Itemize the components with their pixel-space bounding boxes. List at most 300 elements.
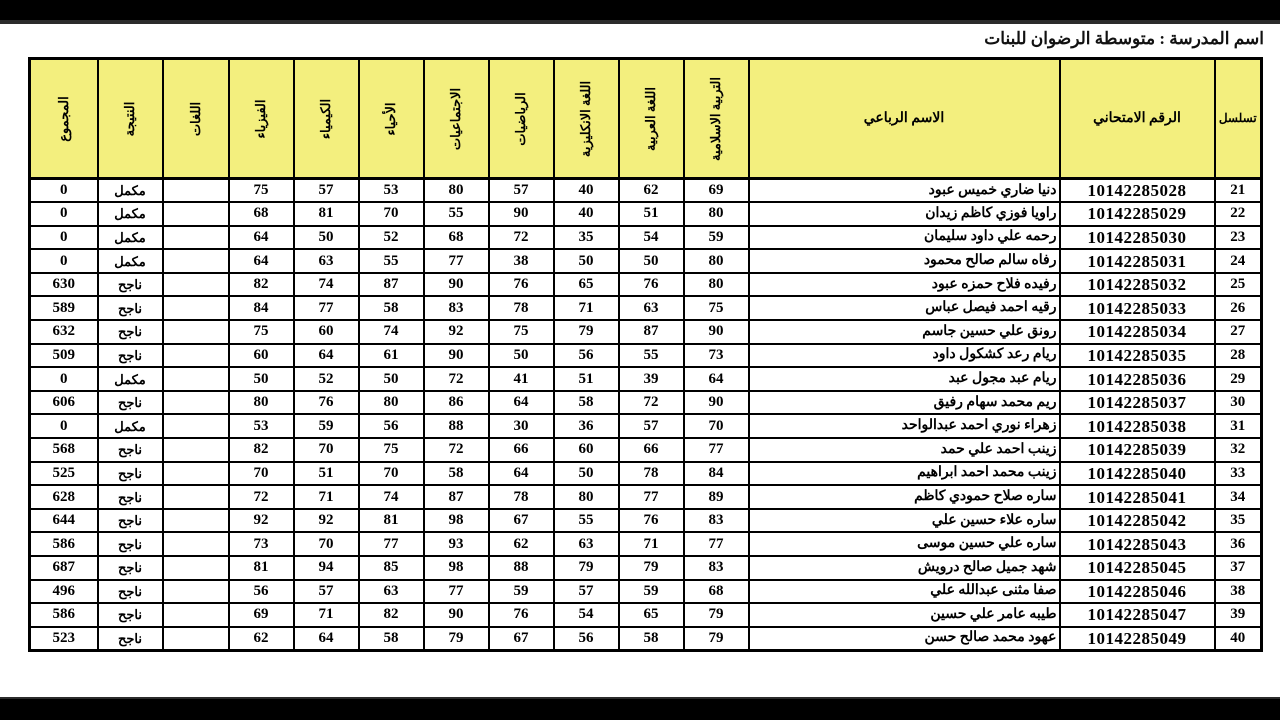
cell-name: ريام عبد مجول عبد bbox=[749, 367, 1060, 391]
column-header-math bbox=[489, 59, 554, 179]
cell-english: 40 bbox=[554, 202, 619, 226]
cell-social: 98 bbox=[424, 509, 489, 533]
table-row bbox=[30, 462, 1262, 486]
table-row bbox=[30, 296, 1262, 320]
cell-result: مكمل bbox=[98, 226, 163, 250]
cell-languages bbox=[163, 556, 229, 580]
cell-serial: 34 bbox=[1215, 485, 1262, 509]
cell-chemistry: 57 bbox=[294, 580, 359, 604]
cell-english: 79 bbox=[554, 556, 619, 580]
cell-chemistry: 74 bbox=[294, 273, 359, 297]
cell-languages bbox=[163, 485, 229, 509]
cell-biology: 80 bbox=[359, 391, 424, 415]
cell-serial: 38 bbox=[1215, 580, 1262, 604]
cell-exam_number: 10142285033 bbox=[1060, 296, 1215, 320]
cell-languages bbox=[163, 179, 229, 203]
cell-islamic: 64 bbox=[684, 367, 749, 391]
cell-name: عهود محمد صالح حسن bbox=[749, 627, 1060, 651]
cell-math: 30 bbox=[489, 414, 554, 438]
cell-chemistry: 70 bbox=[294, 438, 359, 462]
cell-serial: 26 bbox=[1215, 296, 1262, 320]
cell-arabic: 54 bbox=[619, 226, 684, 250]
cell-arabic: 77 bbox=[619, 485, 684, 509]
cell-result: مكمل bbox=[98, 179, 163, 203]
cell-total: 589 bbox=[30, 296, 98, 320]
cell-languages bbox=[163, 462, 229, 486]
cell-name: زينب احمد علي حمد bbox=[749, 438, 1060, 462]
cell-english: 63 bbox=[554, 532, 619, 556]
cell-result: ناجح bbox=[98, 391, 163, 415]
cell-total: 687 bbox=[30, 556, 98, 580]
results-table-header bbox=[30, 59, 1262, 179]
cell-english: 65 bbox=[554, 273, 619, 297]
cell-exam_number: 10142285028 bbox=[1060, 179, 1215, 203]
cell-physics: 53 bbox=[229, 414, 294, 438]
cell-arabic: 55 bbox=[619, 344, 684, 368]
cell-math: 76 bbox=[489, 273, 554, 297]
column-header-label-islamic: التربية الاسلامية bbox=[708, 76, 723, 161]
cell-exam_number: 10142285038 bbox=[1060, 414, 1215, 438]
results-table bbox=[28, 57, 1263, 652]
cell-exam_number: 10142285036 bbox=[1060, 367, 1215, 391]
cell-result: ناجح bbox=[98, 485, 163, 509]
cell-biology: 70 bbox=[359, 462, 424, 486]
cell-social: 87 bbox=[424, 485, 489, 509]
column-header-result bbox=[98, 59, 163, 179]
cell-islamic: 83 bbox=[684, 509, 749, 533]
cell-biology: 81 bbox=[359, 509, 424, 533]
cell-serial: 31 bbox=[1215, 414, 1262, 438]
column-header-label-serial: تسلسل bbox=[1218, 111, 1257, 125]
cell-exam_number: 10142285029 bbox=[1060, 202, 1215, 226]
column-header-languages bbox=[163, 59, 229, 179]
cell-physics: 70 bbox=[229, 462, 294, 486]
cell-math: 38 bbox=[489, 249, 554, 273]
cell-arabic: 78 bbox=[619, 462, 684, 486]
column-header-exam_number bbox=[1060, 59, 1215, 179]
cell-arabic: 87 bbox=[619, 320, 684, 344]
column-header-label-exam_number: الرقم الامتحاني bbox=[1093, 111, 1181, 126]
cell-languages bbox=[163, 603, 229, 627]
cell-result: ناجح bbox=[98, 556, 163, 580]
cell-english: 40 bbox=[554, 179, 619, 203]
cell-islamic: 89 bbox=[684, 485, 749, 509]
column-header-serial bbox=[1215, 59, 1262, 179]
column-header-social bbox=[424, 59, 489, 179]
cell-result: ناجح bbox=[98, 320, 163, 344]
cell-result: ناجح bbox=[98, 603, 163, 627]
cell-islamic: 79 bbox=[684, 627, 749, 651]
cell-math: 78 bbox=[489, 485, 554, 509]
cell-name: رفاه سالم صالح محمود bbox=[749, 249, 1060, 273]
cell-biology: 74 bbox=[359, 485, 424, 509]
column-header-label-name: الاسم الرباعي bbox=[863, 111, 945, 126]
table-row bbox=[30, 273, 1262, 297]
cell-chemistry: 71 bbox=[294, 485, 359, 509]
cell-chemistry: 60 bbox=[294, 320, 359, 344]
cell-arabic: 51 bbox=[619, 202, 684, 226]
cell-physics: 82 bbox=[229, 273, 294, 297]
cell-chemistry: 71 bbox=[294, 603, 359, 627]
cell-name: صفا مثنى عبدالله علي bbox=[749, 580, 1060, 604]
cell-name: ريم محمد سهام رفيق bbox=[749, 391, 1060, 415]
cell-biology: 77 bbox=[359, 532, 424, 556]
table-row bbox=[30, 367, 1262, 391]
table-row bbox=[30, 438, 1262, 462]
cell-biology: 74 bbox=[359, 320, 424, 344]
cell-chemistry: 59 bbox=[294, 414, 359, 438]
cell-biology: 52 bbox=[359, 226, 424, 250]
cell-physics: 81 bbox=[229, 556, 294, 580]
cell-exam_number: 10142285040 bbox=[1060, 462, 1215, 486]
cell-name: طيبه عامر علي حسين bbox=[749, 603, 1060, 627]
cell-languages bbox=[163, 249, 229, 273]
table-row bbox=[30, 580, 1262, 604]
cell-social: 80 bbox=[424, 179, 489, 203]
cell-arabic: 76 bbox=[619, 509, 684, 533]
cell-total: 523 bbox=[30, 627, 98, 651]
cell-name: زهراء نوري احمد عبدالواحد bbox=[749, 414, 1060, 438]
cell-result: مكمل bbox=[98, 249, 163, 273]
cell-math: 90 bbox=[489, 202, 554, 226]
cell-islamic: 59 bbox=[684, 226, 749, 250]
cell-exam_number: 10142285030 bbox=[1060, 226, 1215, 250]
column-header-label-biology: الأحياء bbox=[383, 101, 398, 136]
cell-biology: 53 bbox=[359, 179, 424, 203]
cell-social: 83 bbox=[424, 296, 489, 320]
column-header-label-chemistry: الكيمياء bbox=[318, 98, 333, 139]
cell-serial: 40 bbox=[1215, 627, 1262, 651]
cell-biology: 87 bbox=[359, 273, 424, 297]
cell-social: 90 bbox=[424, 344, 489, 368]
cell-social: 79 bbox=[424, 627, 489, 651]
cell-languages bbox=[163, 367, 229, 391]
cell-english: 80 bbox=[554, 485, 619, 509]
cell-result: ناجح bbox=[98, 273, 163, 297]
column-header-biology bbox=[359, 59, 424, 179]
cell-english: 54 bbox=[554, 603, 619, 627]
cell-physics: 56 bbox=[229, 580, 294, 604]
cell-chemistry: 51 bbox=[294, 462, 359, 486]
cell-languages bbox=[163, 627, 229, 651]
table-row bbox=[30, 391, 1262, 415]
cell-islamic: 90 bbox=[684, 391, 749, 415]
cell-name: رفيده فلاح حمزه عبود bbox=[749, 273, 1060, 297]
cell-islamic: 77 bbox=[684, 438, 749, 462]
cell-arabic: 79 bbox=[619, 556, 684, 580]
cell-biology: 75 bbox=[359, 438, 424, 462]
cell-arabic: 65 bbox=[619, 603, 684, 627]
cell-exam_number: 10142285037 bbox=[1060, 391, 1215, 415]
cell-english: 57 bbox=[554, 580, 619, 604]
cell-social: 72 bbox=[424, 438, 489, 462]
cell-total: 509 bbox=[30, 344, 98, 368]
cell-math: 59 bbox=[489, 580, 554, 604]
cell-social: 72 bbox=[424, 367, 489, 391]
cell-serial: 27 bbox=[1215, 320, 1262, 344]
cell-languages bbox=[163, 226, 229, 250]
cell-exam_number: 10142285031 bbox=[1060, 249, 1215, 273]
cell-serial: 30 bbox=[1215, 391, 1262, 415]
cell-result: مكمل bbox=[98, 367, 163, 391]
cell-exam_number: 10142285039 bbox=[1060, 438, 1215, 462]
cell-languages bbox=[163, 580, 229, 604]
header-row bbox=[30, 59, 1262, 179]
column-header-arabic bbox=[619, 59, 684, 179]
cell-arabic: 50 bbox=[619, 249, 684, 273]
cell-exam_number: 10142285032 bbox=[1060, 273, 1215, 297]
cell-name: رقيه احمد فيصل عباس bbox=[749, 296, 1060, 320]
cell-chemistry: 76 bbox=[294, 391, 359, 415]
cell-physics: 62 bbox=[229, 627, 294, 651]
cell-total: 525 bbox=[30, 462, 98, 486]
cell-biology: 56 bbox=[359, 414, 424, 438]
column-header-name bbox=[749, 59, 1060, 179]
cell-arabic: 57 bbox=[619, 414, 684, 438]
cell-languages bbox=[163, 344, 229, 368]
cell-english: 36 bbox=[554, 414, 619, 438]
table-row bbox=[30, 344, 1262, 368]
cell-arabic: 71 bbox=[619, 532, 684, 556]
cell-english: 50 bbox=[554, 462, 619, 486]
cell-serial: 32 bbox=[1215, 438, 1262, 462]
cell-serial: 35 bbox=[1215, 509, 1262, 533]
cell-biology: 63 bbox=[359, 580, 424, 604]
cell-languages bbox=[163, 202, 229, 226]
column-header-label-social: الاجتماعيات bbox=[448, 87, 463, 150]
cell-total: 644 bbox=[30, 509, 98, 533]
cell-total: 606 bbox=[30, 391, 98, 415]
cell-biology: 61 bbox=[359, 344, 424, 368]
column-header-label-physics: الفيزياء bbox=[253, 99, 268, 138]
cell-biology: 82 bbox=[359, 603, 424, 627]
cell-islamic: 75 bbox=[684, 296, 749, 320]
cell-physics: 72 bbox=[229, 485, 294, 509]
cell-biology: 58 bbox=[359, 627, 424, 651]
cell-math: 76 bbox=[489, 603, 554, 627]
cell-exam_number: 10142285047 bbox=[1060, 603, 1215, 627]
cell-social: 90 bbox=[424, 273, 489, 297]
cell-total: 0 bbox=[30, 367, 98, 391]
cell-english: 50 bbox=[554, 249, 619, 273]
cell-exam_number: 10142285034 bbox=[1060, 320, 1215, 344]
cell-total: 0 bbox=[30, 414, 98, 438]
cell-result: ناجح bbox=[98, 627, 163, 651]
cell-social: 93 bbox=[424, 532, 489, 556]
cell-english: 55 bbox=[554, 509, 619, 533]
cell-serial: 22 bbox=[1215, 202, 1262, 226]
cell-total: 0 bbox=[30, 179, 98, 203]
column-header-chemistry bbox=[294, 59, 359, 179]
top-letterbox-bar bbox=[0, 0, 1280, 24]
cell-islamic: 83 bbox=[684, 556, 749, 580]
cell-biology: 50 bbox=[359, 367, 424, 391]
cell-name: زينب محمد احمد ابراهيم bbox=[749, 462, 1060, 486]
cell-islamic: 80 bbox=[684, 202, 749, 226]
bottom-letterbox-bar bbox=[0, 697, 1280, 720]
cell-arabic: 72 bbox=[619, 391, 684, 415]
cell-name: راويا فوزي كاظم زيدان bbox=[749, 202, 1060, 226]
cell-islamic: 70 bbox=[684, 414, 749, 438]
cell-chemistry: 94 bbox=[294, 556, 359, 580]
cell-physics: 84 bbox=[229, 296, 294, 320]
cell-serial: 29 bbox=[1215, 367, 1262, 391]
cell-total: 496 bbox=[30, 580, 98, 604]
cell-total: 628 bbox=[30, 485, 98, 509]
cell-total: 630 bbox=[30, 273, 98, 297]
table-row bbox=[30, 627, 1262, 651]
cell-math: 41 bbox=[489, 367, 554, 391]
cell-serial: 24 bbox=[1215, 249, 1262, 273]
cell-chemistry: 50 bbox=[294, 226, 359, 250]
results-table-body bbox=[30, 179, 1262, 651]
cell-math: 64 bbox=[489, 462, 554, 486]
cell-serial: 36 bbox=[1215, 532, 1262, 556]
cell-islamic: 80 bbox=[684, 249, 749, 273]
cell-social: 98 bbox=[424, 556, 489, 580]
cell-social: 77 bbox=[424, 580, 489, 604]
cell-math: 88 bbox=[489, 556, 554, 580]
cell-physics: 60 bbox=[229, 344, 294, 368]
cell-social: 55 bbox=[424, 202, 489, 226]
cell-total: 586 bbox=[30, 603, 98, 627]
table-row bbox=[30, 556, 1262, 580]
cell-islamic: 69 bbox=[684, 179, 749, 203]
cell-exam_number: 10142285046 bbox=[1060, 580, 1215, 604]
cell-total: 568 bbox=[30, 438, 98, 462]
column-header-label-arabic: اللغة العربية bbox=[643, 86, 658, 151]
cell-arabic: 63 bbox=[619, 296, 684, 320]
cell-languages bbox=[163, 509, 229, 533]
cell-islamic: 77 bbox=[684, 532, 749, 556]
cell-social: 77 bbox=[424, 249, 489, 273]
cell-chemistry: 64 bbox=[294, 627, 359, 651]
cell-languages bbox=[163, 273, 229, 297]
cell-biology: 70 bbox=[359, 202, 424, 226]
cell-math: 50 bbox=[489, 344, 554, 368]
cell-total: 0 bbox=[30, 226, 98, 250]
cell-exam_number: 10142285045 bbox=[1060, 556, 1215, 580]
cell-total: 0 bbox=[30, 249, 98, 273]
cell-serial: 33 bbox=[1215, 462, 1262, 486]
cell-social: 88 bbox=[424, 414, 489, 438]
cell-islamic: 79 bbox=[684, 603, 749, 627]
cell-chemistry: 81 bbox=[294, 202, 359, 226]
cell-english: 60 bbox=[554, 438, 619, 462]
cell-biology: 85 bbox=[359, 556, 424, 580]
cell-islamic: 73 bbox=[684, 344, 749, 368]
column-header-label-languages: اللغات bbox=[187, 101, 203, 136]
cell-result: ناجح bbox=[98, 296, 163, 320]
cell-arabic: 66 bbox=[619, 438, 684, 462]
cell-physics: 50 bbox=[229, 367, 294, 391]
cell-languages bbox=[163, 532, 229, 556]
cell-languages bbox=[163, 414, 229, 438]
cell-result: ناجح bbox=[98, 438, 163, 462]
table-row bbox=[30, 414, 1262, 438]
cell-serial: 28 bbox=[1215, 344, 1262, 368]
table-row bbox=[30, 226, 1262, 250]
cell-arabic: 76 bbox=[619, 273, 684, 297]
table-row bbox=[30, 179, 1262, 203]
cell-math: 62 bbox=[489, 532, 554, 556]
cell-social: 58 bbox=[424, 462, 489, 486]
cell-total: 632 bbox=[30, 320, 98, 344]
cell-math: 78 bbox=[489, 296, 554, 320]
cell-physics: 75 bbox=[229, 179, 294, 203]
school-name-line: اسم المدرسة : متوسطة الرضوان للبنات bbox=[984, 29, 1264, 48]
cell-name: شهد جميل صالح درويش bbox=[749, 556, 1060, 580]
cell-chemistry: 57 bbox=[294, 179, 359, 203]
cell-languages bbox=[163, 438, 229, 462]
cell-arabic: 39 bbox=[619, 367, 684, 391]
cell-exam_number: 10142285042 bbox=[1060, 509, 1215, 533]
column-header-label-english: اللغة الانكليزية bbox=[578, 80, 593, 157]
cell-exam_number: 10142285049 bbox=[1060, 627, 1215, 651]
cell-physics: 69 bbox=[229, 603, 294, 627]
cell-name: ريام رعد كشكول داود bbox=[749, 344, 1060, 368]
cell-result: ناجح bbox=[98, 462, 163, 486]
cell-islamic: 84 bbox=[684, 462, 749, 486]
cell-english: 51 bbox=[554, 367, 619, 391]
cell-math: 75 bbox=[489, 320, 554, 344]
cell-social: 86 bbox=[424, 391, 489, 415]
cell-chemistry: 70 bbox=[294, 532, 359, 556]
cell-result: ناجح bbox=[98, 580, 163, 604]
cell-arabic: 58 bbox=[619, 627, 684, 651]
cell-social: 68 bbox=[424, 226, 489, 250]
table-row bbox=[30, 320, 1262, 344]
cell-arabic: 62 bbox=[619, 179, 684, 203]
column-header-islamic bbox=[684, 59, 749, 179]
cell-total: 586 bbox=[30, 532, 98, 556]
table-row bbox=[30, 485, 1262, 509]
cell-social: 90 bbox=[424, 603, 489, 627]
table-row bbox=[30, 249, 1262, 273]
cell-result: ناجح bbox=[98, 509, 163, 533]
cell-english: 79 bbox=[554, 320, 619, 344]
cell-exam_number: 10142285043 bbox=[1060, 532, 1215, 556]
cell-math: 57 bbox=[489, 179, 554, 203]
cell-serial: 25 bbox=[1215, 273, 1262, 297]
cell-physics: 64 bbox=[229, 249, 294, 273]
cell-biology: 55 bbox=[359, 249, 424, 273]
cell-result: مكمل bbox=[98, 202, 163, 226]
column-header-label-result: النتيجة bbox=[122, 101, 137, 136]
cell-physics: 68 bbox=[229, 202, 294, 226]
cell-name: ساره علاء حسين علي bbox=[749, 509, 1060, 533]
cell-islamic: 68 bbox=[684, 580, 749, 604]
cell-physics: 80 bbox=[229, 391, 294, 415]
column-header-label-total: المجموع bbox=[55, 95, 71, 142]
table-row bbox=[30, 603, 1262, 627]
cell-languages bbox=[163, 391, 229, 415]
cell-name: ساره علي حسين موسى bbox=[749, 532, 1060, 556]
cell-name: رحمه علي داود سليمان bbox=[749, 226, 1060, 250]
cell-arabic: 59 bbox=[619, 580, 684, 604]
cell-math: 66 bbox=[489, 438, 554, 462]
table-row bbox=[30, 202, 1262, 226]
cell-total: 0 bbox=[30, 202, 98, 226]
cell-serial: 39 bbox=[1215, 603, 1262, 627]
cell-chemistry: 52 bbox=[294, 367, 359, 391]
cell-exam_number: 10142285041 bbox=[1060, 485, 1215, 509]
cell-physics: 82 bbox=[229, 438, 294, 462]
cell-islamic: 90 bbox=[684, 320, 749, 344]
cell-physics: 92 bbox=[229, 509, 294, 533]
cell-math: 67 bbox=[489, 627, 554, 651]
cell-math: 72 bbox=[489, 226, 554, 250]
